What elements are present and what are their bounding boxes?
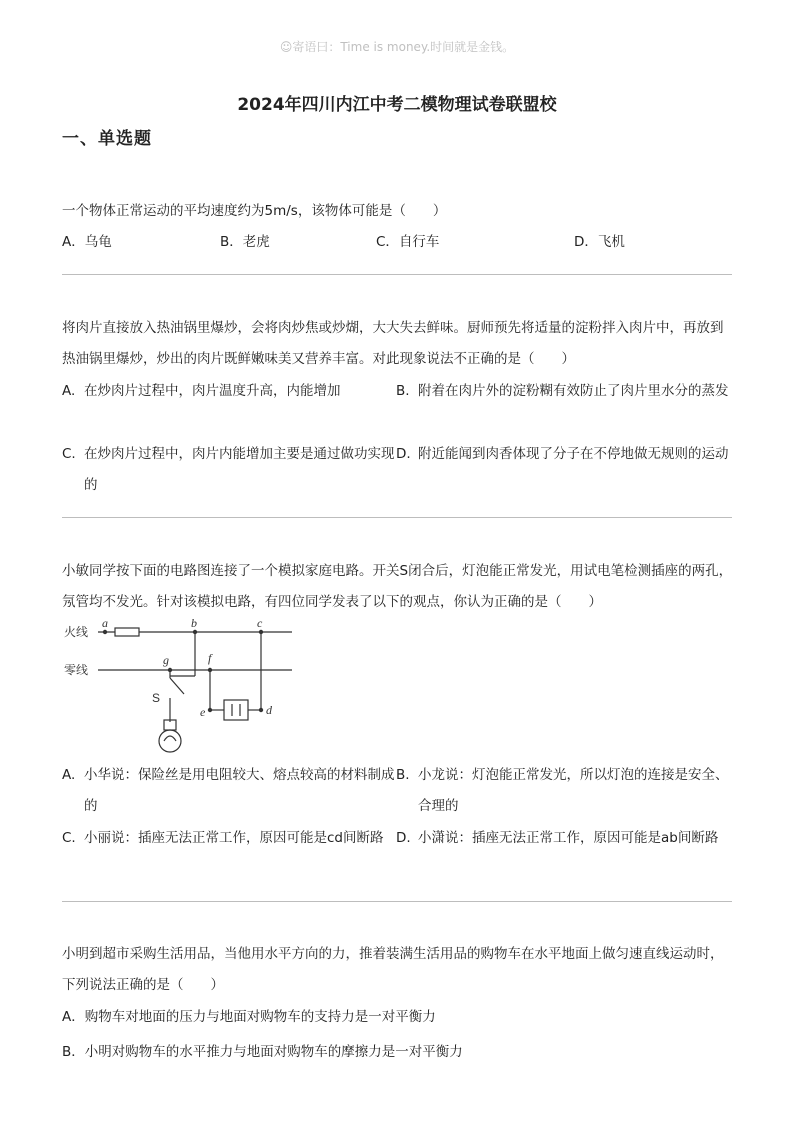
live-wire-label: 火线 — [64, 625, 89, 639]
q2-option-d: D. 附近能闻到肉香体现了分子在不停地做无规则的运动 — [396, 446, 729, 462]
q2-option-a: A. 在炒肉片过程中，肉片温度升高，内能增加 — [62, 383, 341, 399]
divider — [62, 517, 732, 518]
point-b: b — [191, 616, 197, 630]
q1-option-c: C．自行车 — [376, 234, 440, 250]
question-4-stem: 小明到超市采购生活用品，当他用水平方向的力，推着装满生活用品的购物车在水平地面上做匀速直线运动时，下列说法正确的是（ ） — [62, 946, 724, 993]
motto-header: ☺寄语曰：Time is money.时间就是金钱。 — [279, 40, 515, 54]
q2-option-c: C. 在炒肉片过程中，肉片内能增加主要是通过做功实现的 — [62, 446, 395, 493]
q3-option-b: B. 小龙说：灯泡能正常发光，所以灯泡的连接是安全、合理的 — [396, 767, 729, 814]
q1-option-d: D．飞机 — [574, 234, 625, 250]
divider — [62, 274, 732, 275]
point-f: f — [208, 651, 212, 665]
page-title: 2024年四川内江中考二模物理试卷联盟校 — [237, 95, 557, 115]
q3-option-d: D. 小潇说：插座无法正常工作，原因可能是ab间断路 — [396, 830, 719, 846]
point-a: a — [102, 616, 108, 630]
divider — [62, 901, 732, 902]
q3-option-a: A. 小华说：保险丝是用电阻较大、熔点较高的材料制成的 — [62, 767, 395, 814]
switch-label: S — [152, 691, 161, 705]
circuit-diagram — [60, 614, 300, 762]
question-2-stem: 将肉片直接放入热油锅里爆炒，会将肉炒焦或炒煳，大大失去鲜味。厨师预先将适量的淀粉拌入肉片中，再放到热油锅里爆炒，炒出的肉片既鲜嫩味美又营养丰富。对此现象说法不正确的是（ ） — [62, 320, 724, 367]
q2-option-b: B. 附着在肉片外的淀粉糊有效防止了肉片里水分的蒸发 — [396, 383, 729, 399]
point-d: d — [266, 703, 272, 717]
q1-option-a: A．乌龟 — [62, 234, 112, 250]
point-g: g — [163, 653, 169, 667]
q4-option-a: A．购物车对地面的压力与地面对购物车的支持力是一对平衡力 — [62, 1009, 436, 1025]
question-1-stem: 一个物体正常运动的平均速度约为5m/s，该物体可能是（ ） — [62, 203, 447, 219]
q1-option-b: B．老虎 — [220, 234, 270, 250]
point-c: c — [257, 616, 263, 630]
question-3-stem: 小敏同学按下面的电路图连接了一个模拟家庭电路。开关S闭合后，灯泡能正常发光，用试电笔检测插座的两孔，氖管均不发光。针对该模拟电路，有四位同学发表了以下的观点，你认为正确的是（ ） — [62, 563, 733, 610]
point-e: e — [200, 705, 206, 719]
section-heading: 一、单选题 — [62, 129, 152, 149]
q4-option-b: B．小明对购物车的水平推力与地面对购物车的摩擦力是一对平衡力 — [62, 1044, 463, 1060]
q3-option-c: C. 小丽说：插座无法正常工作，原因可能是cd间断路 — [62, 830, 384, 846]
neutral-wire-label: 零线 — [64, 663, 89, 677]
